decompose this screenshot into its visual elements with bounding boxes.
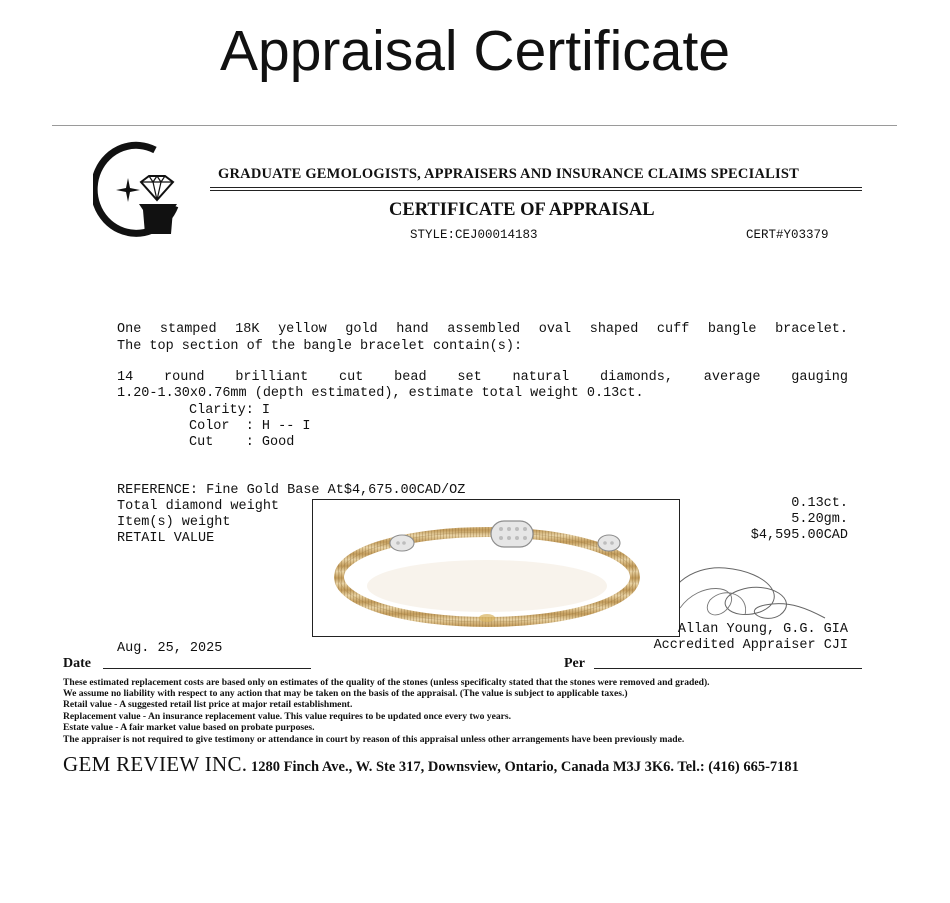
organization-heading: GRADUATE GEMOLOGISTS, APPRAISERS AND INSURANCE CLAIMS SPECIALIST: [218, 166, 799, 182]
retail-value-amount: $4,595.00CAD: [750, 528, 848, 543]
fine-print-line: These estimated replacement costs are based only on estimates of the quality of the stones (unless specificalty stated that the stones were removed and graded).: [63, 677, 710, 688]
fine-print-line: Replacement value - An insurance replacement value. This value requires to be updated once every two years.: [63, 711, 512, 722]
cut-grade: Cut : Good: [189, 435, 295, 450]
date-label: Date: [63, 656, 91, 671]
gem-star-logo-icon: [93, 140, 185, 240]
fine-print-line: Estate value - A fair market value based on probate purposes.: [63, 722, 315, 733]
gold-reference: REFERENCE: Fine Gold Base At$4,675.00CAD/OZ: [117, 483, 466, 498]
bracelet-photo: [312, 499, 680, 637]
per-signature-line: [594, 668, 862, 669]
description-line: 14 round brilliant cut bead set natural diamonds, average gauging: [117, 370, 848, 385]
total-diamond-weight-label: Total diamond weight: [117, 499, 280, 514]
heading-rule: [210, 187, 862, 188]
company-name: GEM REVIEW INC.: [63, 752, 248, 776]
page-title: Appraisal Certificate: [219, 19, 731, 83]
appraiser-title: Accredited Appraiser CJI: [653, 638, 848, 653]
certificate-heading: CERTIFICATE OF APPRAISAL: [389, 200, 655, 220]
item-weight-value: 5.20gm.: [791, 512, 848, 527]
fine-print-line: The appraiser is not required to give testimony or attendance in court by reason of this appraisal unless other arrangements have been previously made.: [63, 734, 685, 745]
clarity-grade: Clarity: I: [189, 403, 271, 418]
style-number: STYLE:CEJ00014183: [410, 228, 538, 242]
date-signature-line: [103, 668, 311, 669]
description-line: The top section of the bangle bracelet contain(s):: [117, 339, 523, 354]
retail-value-label: RETAIL VALUE: [117, 531, 215, 546]
company-address: 1280 Finch Ave., W. Ste 317, Downsview, Ontario, Canada M3J 3K6. Tel.: (416) 665-7181: [247, 759, 799, 775]
description-line: One stamped 18K yellow gold hand assembled oval shaped cuff bangle bracelet.: [117, 322, 848, 337]
heading-rule: [210, 190, 862, 191]
appraiser-name: Allan Young, G.G. GIA: [677, 622, 848, 637]
certificate-number: CERT#Y03379: [746, 228, 829, 242]
company-footer: [63, 752, 799, 777]
fine-print-line: We assume no liability with respect to any action that may be taken on the basis of the appraisal. (The value is subject to applicable taxes.): [63, 688, 628, 699]
top-divider: [52, 125, 897, 126]
color-grade: Color : H -- I: [189, 419, 311, 434]
appraisal-date: Aug. 25, 2025: [117, 641, 223, 656]
description-line: 1.20-1.30x0.76mm (depth estimated), estimate total weight 0.13ct.: [117, 386, 644, 401]
per-label: Per: [564, 656, 585, 671]
total-diamond-weight-value: 0.13ct.: [791, 496, 848, 511]
item-weight-label: Item(s) weight: [117, 515, 231, 530]
fine-print-line: Retail value - A suggested retail list price at major retail establishment.: [63, 699, 353, 710]
